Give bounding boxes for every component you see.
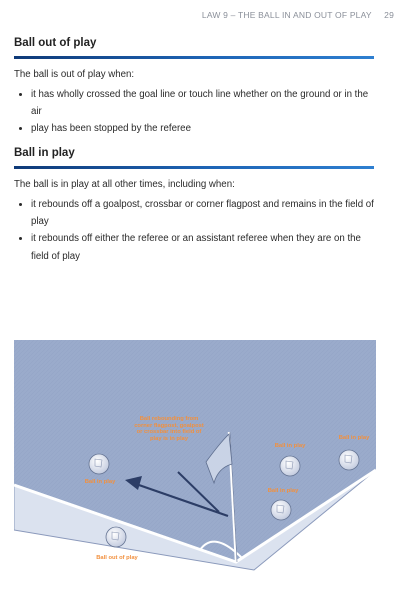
list-item: • it has wholly crossed the goal line or touch line whether on the ground or in the air [31, 86, 374, 121]
ball-in-play-section [14, 147, 374, 265]
rebound-note: Ball rebounding from corner flagpost, goalpost or crossbar into field of play is in play [134, 416, 204, 442]
section-intro: The ball is out of play when: [14, 69, 135, 80]
section-divider [14, 56, 374, 59]
ball-label: Ball in play [267, 488, 299, 494]
section-title: Ball in play [14, 147, 75, 159]
ball-icon [271, 500, 291, 520]
section-intro: The ball is in play at all other times, including when: [14, 179, 235, 190]
ball-out-of-play-section [14, 37, 374, 138]
bullet-list [14, 196, 374, 266]
ball-icon [280, 456, 300, 476]
pitch-illustration [14, 340, 376, 586]
list-item: • play has been stopped by the referee [31, 120, 374, 137]
ball-in-out-diagram [14, 340, 376, 586]
list-item: • it rebounds off either the referee or an assistant referee when they are on the field of play [31, 230, 374, 265]
bullet-list [14, 86, 374, 138]
ball-label: Ball in play [338, 435, 370, 441]
running-header [202, 10, 394, 20]
section-title: Ball out of play [14, 37, 97, 49]
page-number: 29 [384, 10, 394, 20]
section-divider [14, 166, 374, 169]
chapter-title: LAW 9 – THE BALL IN AND OUT OF PLAY [201, 10, 372, 20]
ball-icon [89, 454, 109, 474]
ball-icon [339, 450, 359, 470]
ball-icon [106, 527, 126, 547]
ball-label: Ball out of play [96, 555, 138, 561]
ball-label: Ball in play [84, 479, 116, 485]
ball-label: Ball in play [274, 443, 306, 449]
list-item: • it rebounds off a goalpost, crossbar or corner flagpost and remains in the field of play [31, 196, 374, 231]
